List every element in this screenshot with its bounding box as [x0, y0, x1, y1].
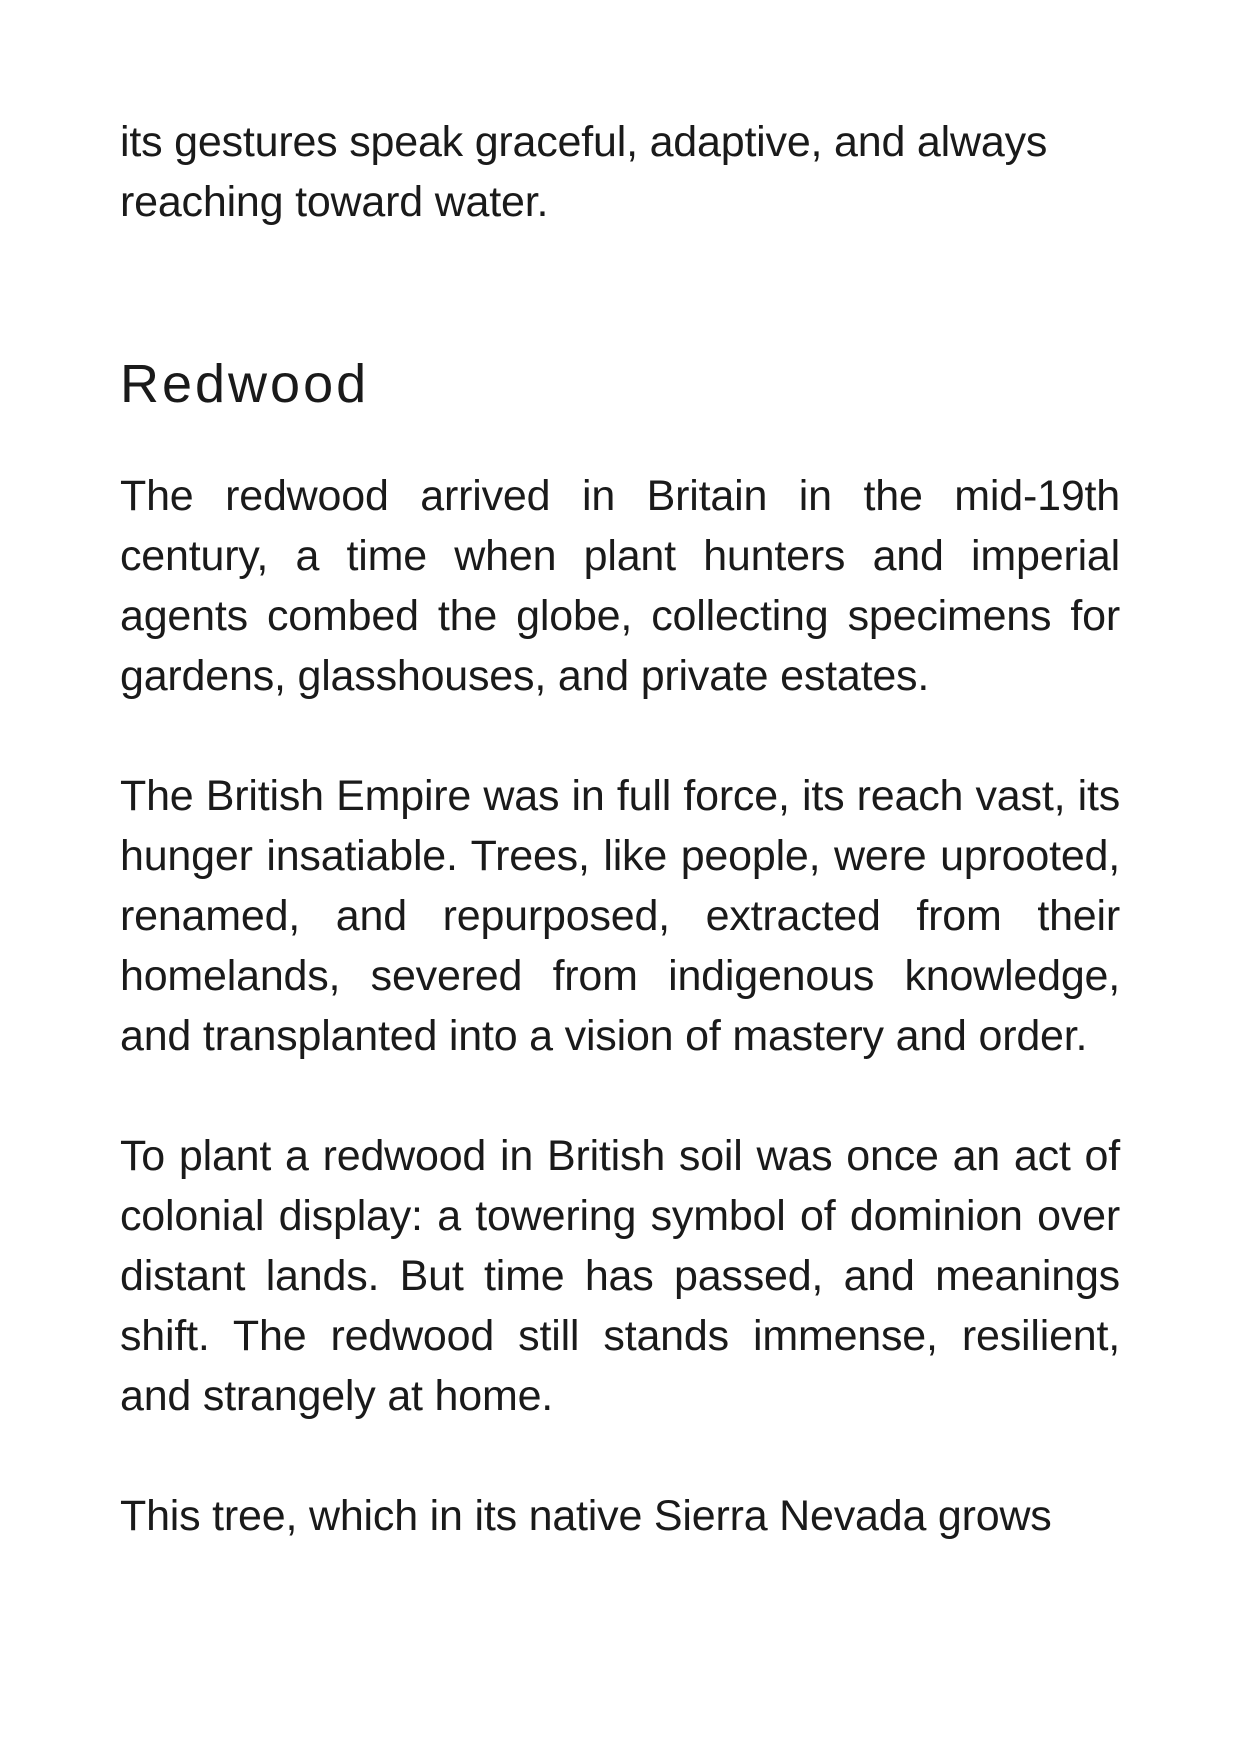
document-page	[120, 112, 1120, 1546]
intro-continuation-paragraph: its gestures speak graceful, adaptive, and always reaching toward water.	[120, 118, 1048, 226]
spacer	[120, 1426, 1120, 1486]
body-paragraph-2: The British Empire was in full force, its reach vast, its hunger insatiable. Trees, like people, were uprooted, renamed, and repurposed, extracted from their homelands, severed from indigenous knowledge, and transplanted into a vision of mastery and order.	[120, 772, 1120, 1060]
spacer	[120, 706, 1120, 766]
body-paragraph-1: The redwood arrived in Britain in the mid-19th century, a time when plant hunters and imperial agents combed the globe, collecting specimens for gardens, glasshouses, and private estates.	[120, 472, 1120, 700]
spacer	[120, 1066, 1120, 1126]
body-paragraph-4: This tree, which in its native Sierra Nevada grows	[120, 1492, 1052, 1540]
spacer	[120, 414, 1120, 466]
section-heading: Redwood	[120, 354, 370, 414]
spacer	[120, 232, 1120, 354]
body-paragraph-3: To plant a redwood in British soil was once an act of colonial display: a towering symbol of dominion over distant lands. But time has passed, and meanings shift. The redwood still stands immense, resilient, and strangely at home.	[120, 1132, 1120, 1420]
